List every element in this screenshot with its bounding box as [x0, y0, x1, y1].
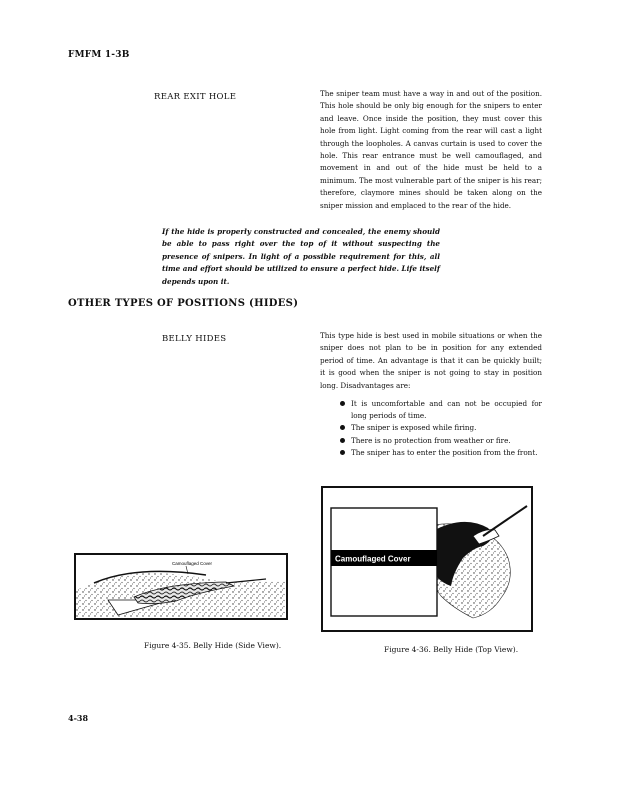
- list-item: It is uncomfortable and can not be occupied for long periods of time.: [340, 398, 542, 421]
- belly-hide-top-view-figure: [321, 486, 533, 632]
- top-view-illustration: [323, 488, 531, 630]
- top-view-cover-label: Camouflaged Cover: [335, 554, 411, 564]
- belly-hides-heading: BELLY HIDES: [162, 334, 227, 344]
- side-view-illustration: [76, 555, 286, 618]
- page-number: 4-38: [68, 713, 89, 723]
- disadvantages-list: [340, 398, 542, 460]
- hide-note: If the hide is properly constructed and concealed, the enemy should be able to pass right over the top of it without suspecting the presence of snipers. In light of a possible requirement for this, all time and effort should be utilized to ensure a perfect hide. Life itself depends upon it.: [162, 227, 440, 286]
- side-view-cover-label: Camouflaged Cover: [172, 561, 213, 566]
- figure-4-36-caption: Figure 4-36. Belly Hide (Top View).: [384, 645, 519, 654]
- list-item: The sniper has to enter the position from the front.: [340, 447, 542, 459]
- list-item: There is no protection from weather or fire.: [340, 435, 542, 447]
- document-id: FMFM 1-3B: [68, 50, 130, 60]
- belly-hides-paragraph: This type hide is best used in mobile situations or when the sniper does not plan to be in position for any extended period of time. An advantage is that it can be quickly built; it is good when the sniper is not going to stay in position long. Disadvantages are:: [320, 331, 542, 390]
- section-title: OTHER TYPES OF POSITIONS (HIDES): [68, 298, 299, 309]
- list-item: The sniper is exposed while firing.: [340, 422, 542, 434]
- belly-hide-side-view-figure: [74, 553, 288, 620]
- rear-exit-paragraph: The sniper team must have a way in and out of the position. This hole should be only big enough for the snipers to enter and leave. Once inside the position, they must cover this hole from light. Light coming from the rear will cast a light through the loopholes. A canvas curtain is used to cover the hole. This rear entrance must be well camouflaged, and movement in and out of the hide must be held to a minimum. The most vulnerable part of the sniper is his rear; therefore, claymore mines should be taken along on the sniper mission and emplaced to the rear of the hide.: [320, 89, 542, 210]
- rear-exit-heading: REAR EXIT HOLE: [154, 92, 237, 102]
- figure-4-35-caption: Figure 4-35. Belly Hide (Side View).: [144, 641, 282, 650]
